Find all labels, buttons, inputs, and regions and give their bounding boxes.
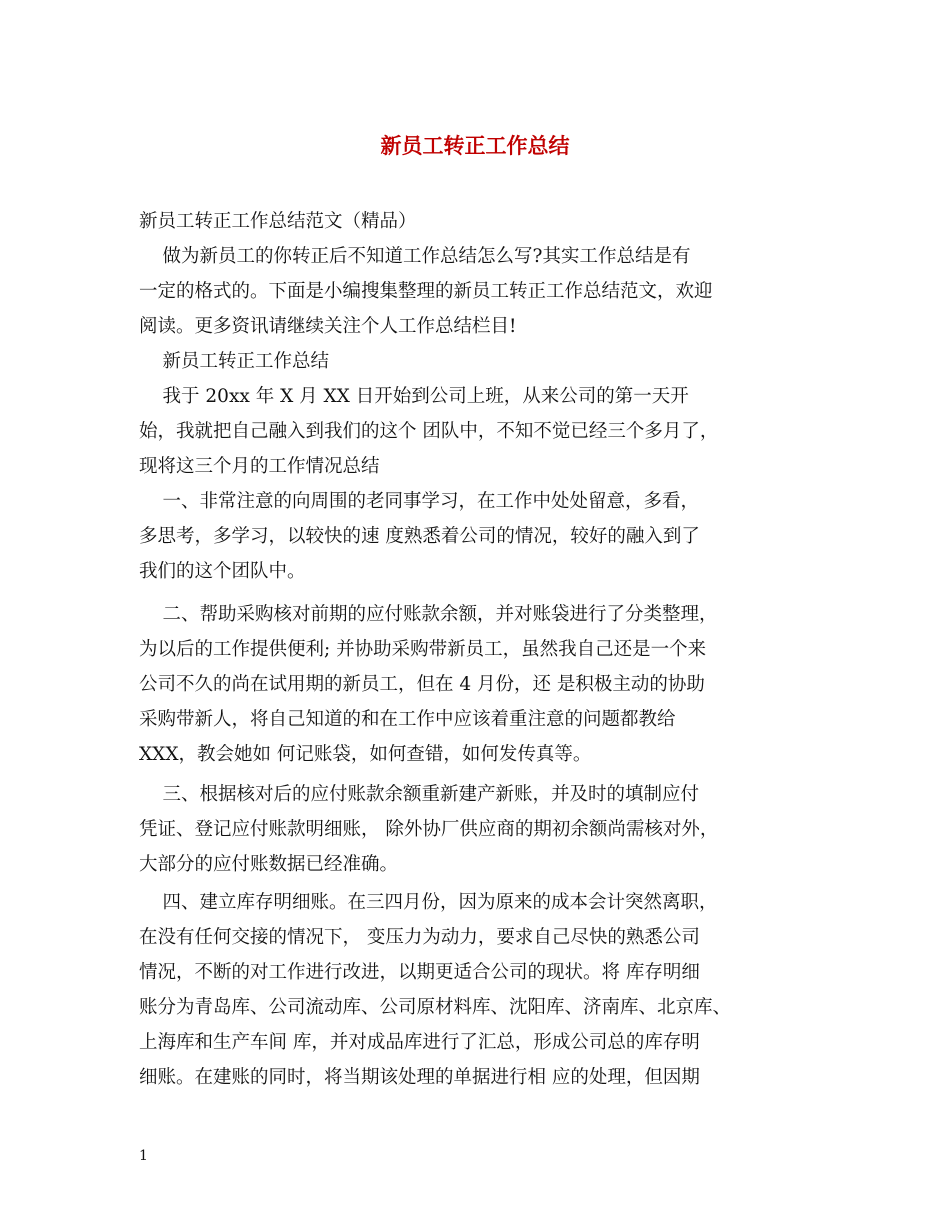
text-line: 始，我就把自己融入到我们的这个 团队中，不知不觉已经三个多月了，	[139, 421, 719, 442]
text-line: 情况，不断的对工作进行改进，以期更适合公司的现状。将 库存明细	[139, 962, 700, 983]
text-line: 二、帮助采购核对前期的应付账款余额，并对账袋进行了分类整理，	[139, 604, 718, 625]
document-title: 新员工转正工作总结	[380, 134, 570, 158]
page-number: 1	[139, 1148, 148, 1164]
text-line: 在没有任何交接的情况下， 变压力为动力，要求自己尽快的熟悉公司	[139, 927, 700, 948]
text-line: 上海库和生产车间 库，并对成品库进行了汇总，形成公司总的库存明	[139, 1032, 700, 1053]
text-line: 做为新员工的你转正后不知道工作总结怎么写?其实工作总结是有	[139, 246, 691, 267]
text-line: 一、非常注意的向周围的老同事学习，在工作中处处留意，多看，	[139, 491, 700, 512]
text-line: 细账。在建账的同时，将当期该处理的单据进行相 应的处理，但因期	[139, 1067, 700, 1088]
text-line: XXX，教会她如 何记账袋，如何查错，如何发传真等。	[139, 744, 592, 765]
text-line: 账分为青岛库、公司流动库、公司原材料库、沈阳库、济南库、北京库、	[139, 997, 732, 1018]
text-line: 公司不久的尚在试用期的新员工，但在 4 月份，还 是积极主动的协助	[139, 674, 705, 695]
text-line: 我们的这个团队中。	[139, 561, 306, 582]
text-line: 采购带新人，将自己知道的和在工作中应该着重注意的问题都教给	[139, 709, 676, 730]
text-line: 四、建立库存明细账。在三四月份，因为原来的成本会计突然离职，	[139, 892, 718, 913]
text-line: 我于 20xx 年 X 月 XX 日开始到公司上班，从来公司的第一天开	[139, 386, 689, 407]
text-line: 多思考，多学习，以较快的速 度熟悉着公司的情况，较好的融入到了	[139, 526, 700, 547]
text-line: 新员工转正工作总结范文（精品）	[139, 211, 417, 232]
text-line: 三、根据核对后的应付账款余额重新建产新账，并及时的填制应付	[139, 784, 700, 805]
text-line: 阅读。更多资讯请继续关注个人工作总结栏目!	[139, 316, 517, 337]
text-line: 为以后的工作提供便利; 并协助采购带新员工，虽然我自己还是一个来	[139, 639, 707, 660]
text-line: 大部分的应付账数据已经准确。	[139, 854, 399, 875]
text-line: 一定的格式的。下面是小编搜集整理的新员工转正工作总结范文，欢迎	[139, 281, 713, 302]
text-line: 新员工转正工作总结	[139, 351, 330, 372]
text-line: 现将这三个月的工作情况总结	[139, 456, 380, 477]
text-line: 凭证、登记应付账款明细账， 除外协厂供应商的期初余额尚需核对外，	[139, 819, 719, 840]
